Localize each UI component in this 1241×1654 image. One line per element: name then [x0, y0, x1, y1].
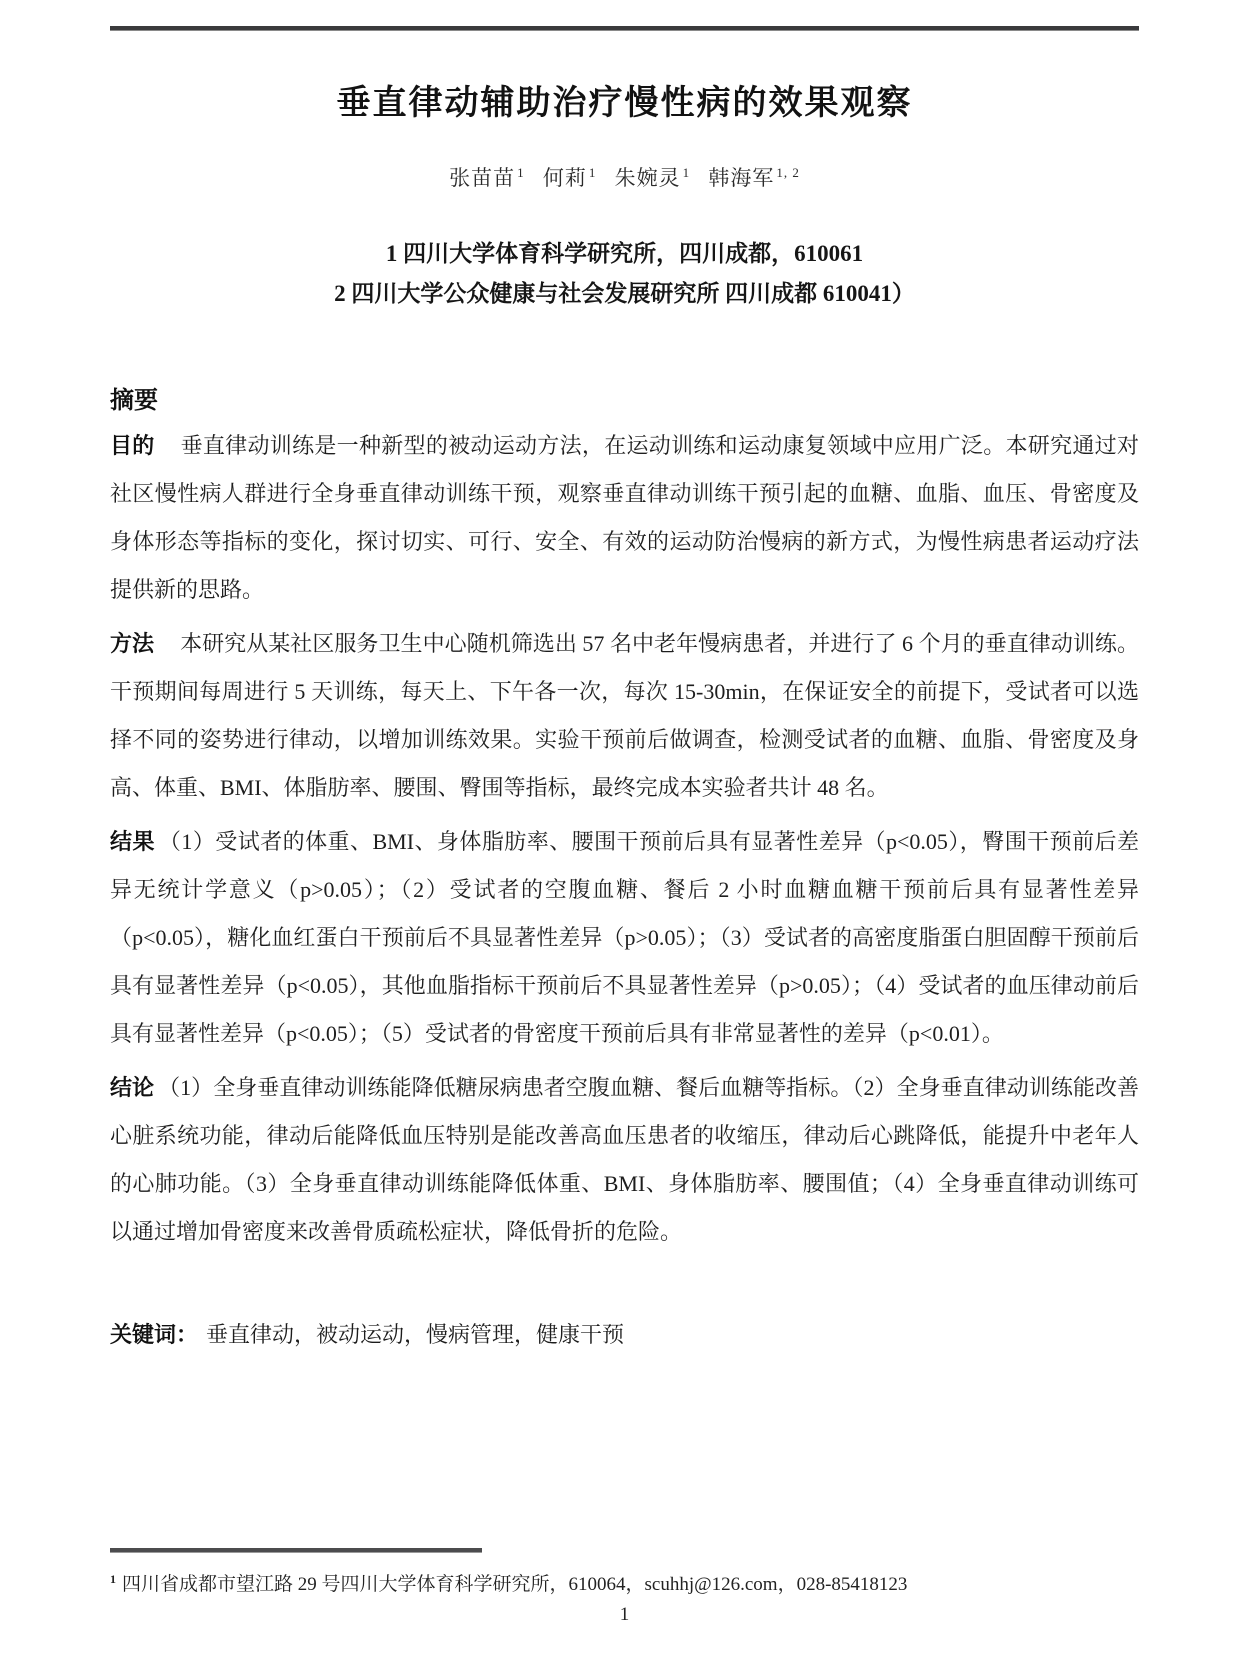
paragraph-label-objective: 目的 [110, 433, 155, 458]
paragraph-text-methods: 本研究从某社区服务卫生中心随机筛选出 57 名中老年慢病患者，并进行了 6 个月的垂直律动训练。干预期间每周进行 5 天训练，每天上、下午各一次，每次 15-30min，在保证安全的前提下，受试者可以选择不同的姿势进行律动，以增加训练效果。实验干预前后做调查，检测受试者的血糖、血脂、骨密度及身高、体重、BMI、体脂肪率、腰围、臀围等指标，最终完成本实验者共计 48 名。 [110, 631, 1139, 800]
footnote-text [110, 1569, 1139, 1596]
authors-line [110, 162, 1139, 192]
keywords-line [110, 1318, 1139, 1352]
author-name: 朱婉灵 [614, 166, 681, 190]
abstract-heading: 摘要 [110, 387, 158, 414]
affiliation-line-1: 1 四川大学体育科学研究所，四川成都，610061 [385, 241, 864, 266]
keywords-text: 垂直律动，被动运动，慢病管理，健康干预 [206, 1322, 625, 1347]
paragraph-text-conclusion: （1）全身垂直律动训练能降低糖尿病患者空腹血糖、餐后血糖等指标。（2）全身垂直律动训练能改善心脏系统功能，律动后能降低血压特别是能改善高血压患者的收缩压，律动后心跳降低，能提升中老年人的心肺功能。（3）全身垂直律动训练能降低体重、BMI、身体脂肪率、腰围值；（4）全身垂直律动训练可以通过增加骨密度来改善骨质疏松症状，降低骨折的危险。 [110, 1075, 1139, 1244]
paragraph-text-objective: 垂直律动训练是一种新型的被动运动方法，在运动训练和运动康复领域中应用广泛。本研究通过对社区慢性病人群进行全身垂直律动训练干预，观察垂直律动训练干预引起的血糖、血脂、血压、骨密度及身体形态等指标的变化，探讨切实、可行、安全、有效的运动防治慢病的新方式，为慢性病患者运动疗法提供新的思路。 [110, 433, 1139, 602]
paragraph-label-results: 结果 [110, 829, 155, 854]
keywords-label: 关键词： [110, 1322, 199, 1347]
abstract-paragraph-conclusion [110, 1064, 1139, 1256]
author-name: 韩海军 [708, 166, 775, 190]
paragraph-text-results: （1）受试者的体重、BMI、身体脂肪率、腰围干预前后具有显著性差异（p<0.05），臀围干预前后差异无统计学意义（p>0.05）；（2）受试者的空腹血糖、餐后 2 小时血糖血糖干预前后具有显著性差异（p<0.05），糖化血红蛋白干预前后不具显著性差异（p>0.05）；（3）受试者的高密度脂蛋白胆固醇干预前后具有显著性差异（p<0.05），其他血脂指标干预前后不具显著性差异（p>0.05）；（4）受试者的血压律动前后具有显著性差异（p<0.05）；（5）受试者的骨密度干预前后具有非常显著性的差异（p<0.01）。 [110, 829, 1139, 1046]
author-name: 何莉 [542, 166, 587, 190]
footnote-rule [110, 1548, 482, 1553]
author [449, 162, 525, 192]
author [708, 162, 800, 192]
affiliations-block [110, 234, 1139, 314]
author [615, 162, 691, 192]
header-rule [110, 26, 1139, 31]
footnote-area [110, 1548, 1139, 1626]
paper-title: 垂直律动辅助治疗慢性病的效果观察 [336, 84, 913, 122]
author-affiliation-superscript: 1, 2 [776, 165, 800, 180]
author-affiliation-superscript: 1 [517, 165, 525, 180]
abstract-paragraph-results [110, 818, 1139, 1058]
author-affiliation-superscript: 1 [588, 165, 597, 180]
affiliation-line-2: 2 四川大学公众健康与社会发展研究所 四川成都 610041） [334, 281, 915, 306]
author-name: 张苗苗 [449, 166, 516, 190]
footnote-superscript: 1 [110, 1571, 116, 1586]
paragraph-label-conclusion: 结论 [110, 1075, 155, 1100]
abstract-paragraph-objective [110, 422, 1139, 614]
abstract-paragraph-methods [110, 620, 1139, 812]
page-number: 1 [619, 1604, 630, 1625]
paragraph-label-methods: 方法 [110, 631, 155, 656]
footnote-content: 四川省成都市望江路 29 号四川大学体育科学研究所，610064，scuhhj@126.com，028-85418123 [122, 1574, 908, 1595]
author [543, 162, 597, 192]
author-affiliation-superscript: 1 [682, 165, 691, 180]
